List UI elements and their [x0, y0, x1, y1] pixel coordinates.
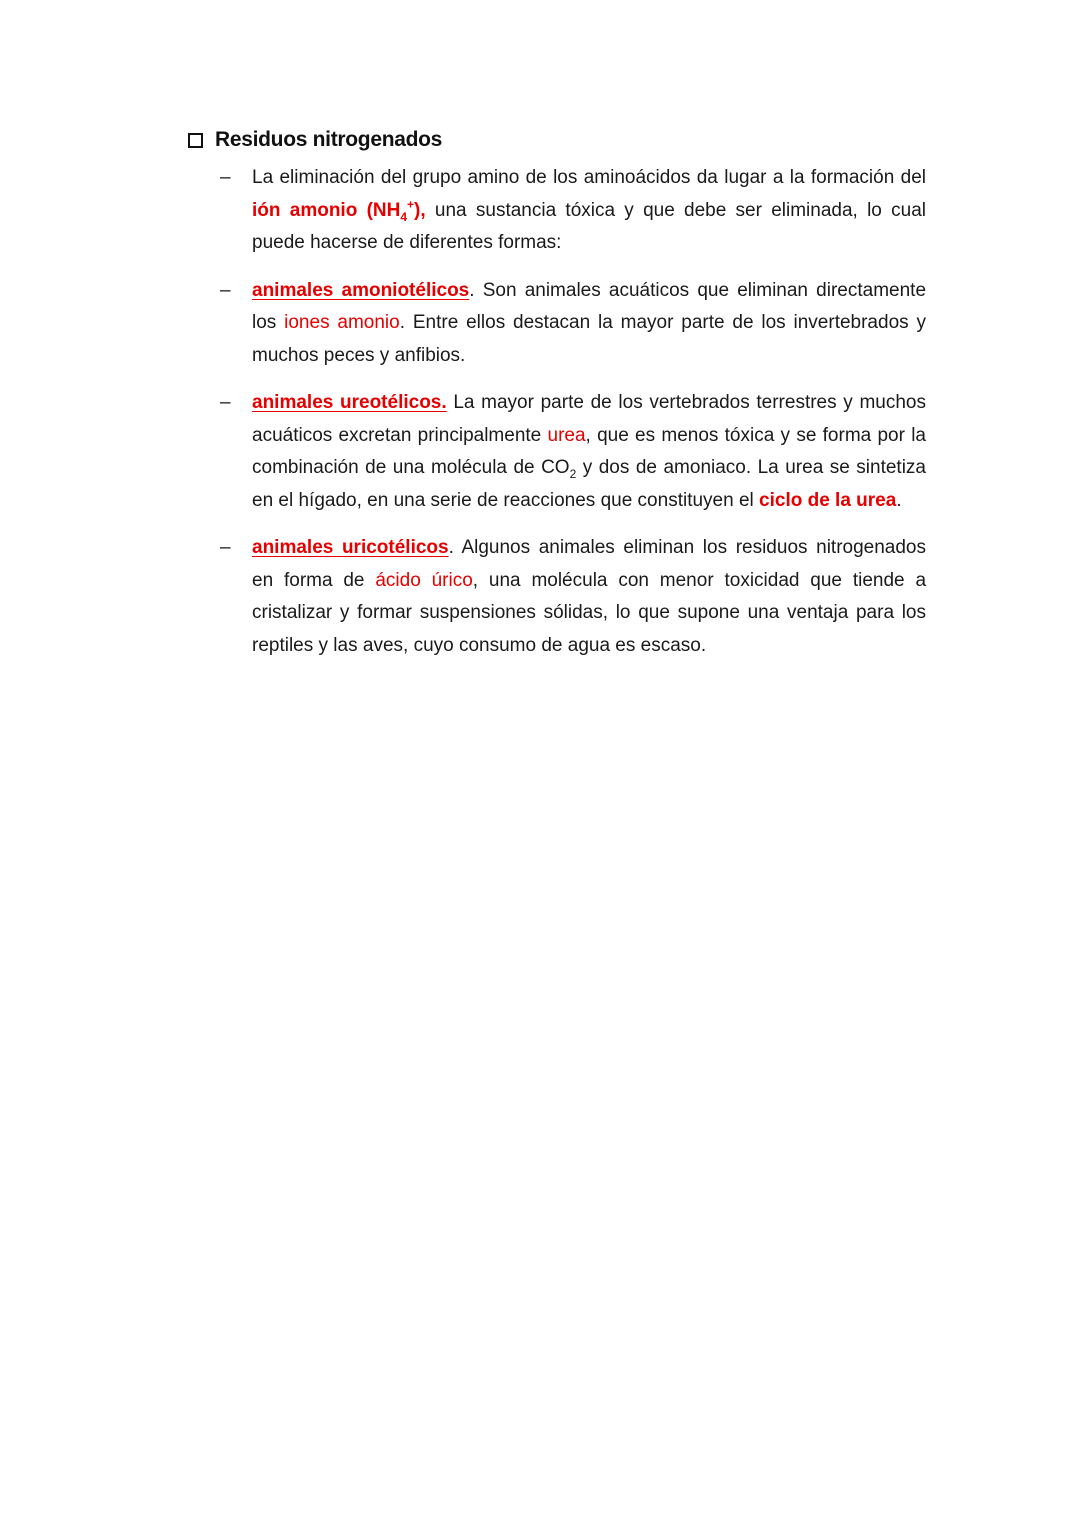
item-text: . Entre ellos destacan la mayor parte de los invertebrados y muchos peces y anfibios. — [252, 312, 926, 366]
dash-bullet: – — [220, 537, 231, 558]
highlight-term — [252, 197, 426, 224]
list-item — [220, 387, 926, 517]
term-label: animales ureotélicos. — [252, 392, 447, 413]
item-text: y dos de amoniaco. La urea se sintetiza en el hígado, en una serie de reacciones que constituyen el — [252, 457, 926, 511]
item-text: . Algunos animales eliminan los residuos nitrogenados en forma de — [252, 537, 926, 591]
dash-bullet: – — [220, 279, 231, 301]
item-text: una sustancia tóxica y que debe ser eliminada, lo cual puede hacerse de diferentes formas: — [252, 199, 926, 253]
term-label: animales amoniotélicos — [252, 279, 470, 301]
list-item — [220, 275, 926, 373]
subscript: 2 — [569, 466, 577, 481]
highlight-text: urea — [547, 424, 586, 446]
checkbox-icon — [188, 133, 203, 148]
highlight-term: ciclo de la urea — [759, 489, 897, 511]
superscript: + — [407, 197, 415, 212]
item-text: La mayor parte de los vertebrados terrestres y muchos acuáticos excretan principalmente — [252, 392, 927, 446]
dash-bullet: – — [220, 167, 231, 188]
dash-bullet: – — [220, 392, 231, 413]
subscript: 4 — [400, 209, 408, 224]
highlight-text: iones amonio — [284, 312, 400, 333]
term-label: animales uricotélicos — [252, 537, 449, 558]
highlight-text-end: ), — [414, 199, 426, 221]
item-text: La eliminación del grupo amino de los aminoácidos da lugar a la formación del — [252, 167, 926, 188]
list-item — [220, 162, 926, 260]
highlight-text: ión amonio (NH — [252, 199, 401, 221]
item-text: . — [896, 489, 902, 511]
list-item — [220, 532, 926, 662]
item-text: . Son animales acuáticos que eliminan directamente los — [252, 279, 927, 333]
highlight-text: ácido úrico — [375, 569, 473, 591]
bullet-list — [220, 162, 926, 677]
item-text: , una molécula con menor toxicidad que tiende a cristalizar y formar suspensiones sólidas, lo que supone una ventaja para los reptiles y las aves, cuyo consumo de agua es escaso. — [252, 569, 927, 656]
section-heading — [188, 128, 442, 152]
section-title: Residuos nitrogenados — [215, 128, 443, 151]
item-text: , que es menos tóxica y se forma por la combinación de una molécula de CO — [252, 424, 926, 478]
